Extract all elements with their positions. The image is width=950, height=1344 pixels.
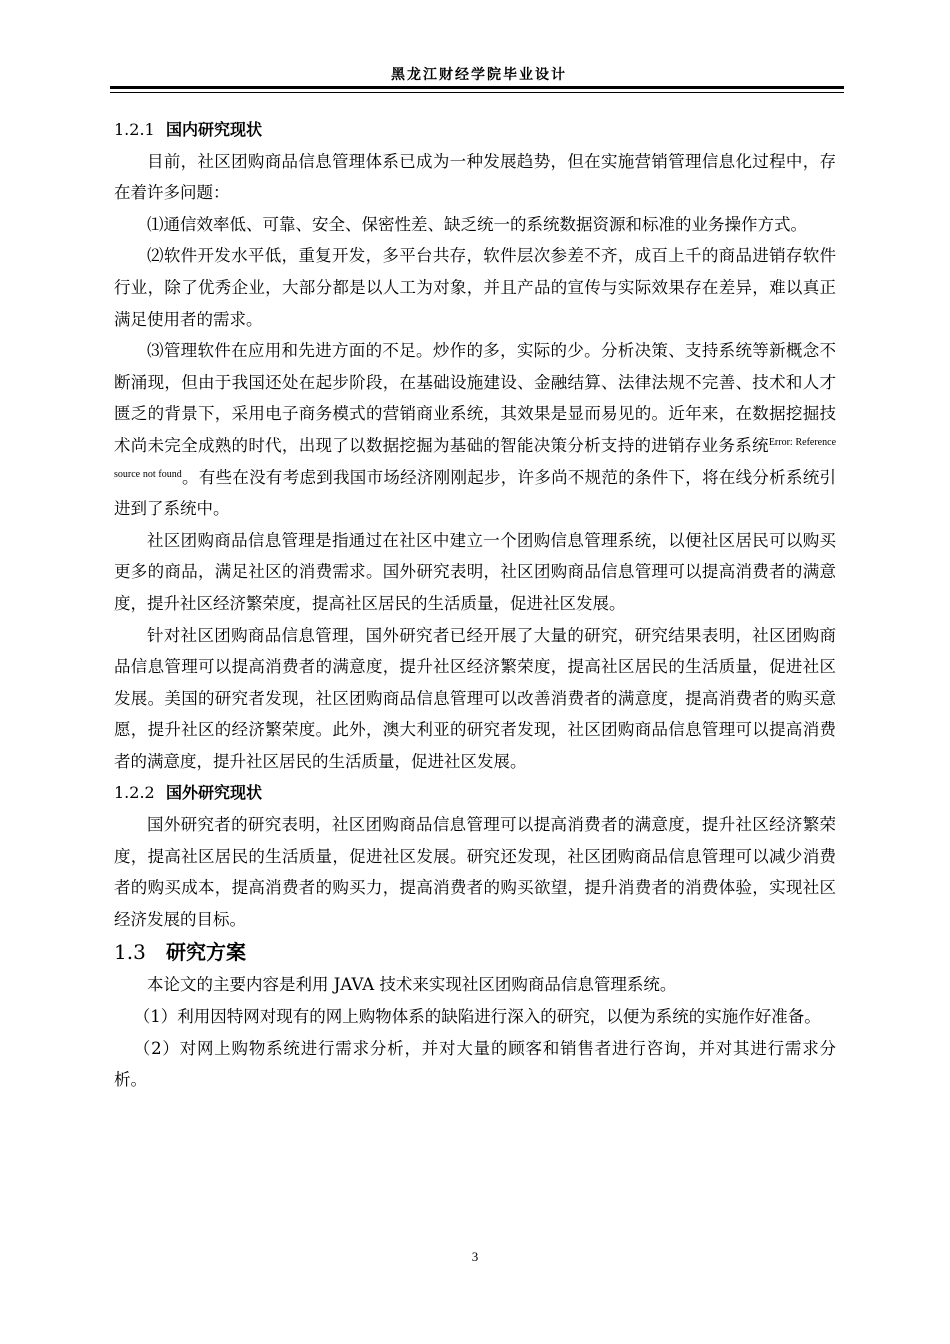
paragraph: 国外研究者的研究表明，社区团购商品信息管理可以提高消费者的满意度，提升社区经济繁荣度，提高社区居民的生活质量，促进社区发展。研究还发现，社区团购商品信息管理可以减少消费者的购买成本，提高消费者的购买力，提高消费者的购买欲望，提升消费者的消费体验，实现社区经济发展的目标。 <box>114 815 836 929</box>
section-title: 研究方案 <box>166 940 246 965</box>
section-number: 1.2.2 <box>114 783 155 803</box>
section-heading-1-3 <box>114 935 836 969</box>
paragraph: 针对社区团购商品信息管理，国外研究者已经开展了大量的研究，研究结果表明，社区团购商品信息管理可以提高消费者的满意度，提升社区经济繁荣度，提高社区居民的生活质量，促进社区发展。美国的研究者发现，社区团购商品信息管理可以改善消费者的满意度，提高消费者的购买意愿，提升社区的经济繁荣度。此外，澳大利亚的研究者发现，社区团购商品信息管理可以提高消费者的满意度，提升社区居民的生活质量，促进社区发展。 <box>114 625 836 771</box>
header-rule-thin <box>110 92 844 93</box>
section-heading-1-2-2 <box>114 777 836 809</box>
paragraph-text: 。有些在没有考虑到我国市场经济刚刚起步，许多尚不规范的条件下，将在线分析系统引进到了系统中。 <box>114 467 836 519</box>
reference-error: Error: Reference source not found <box>114 436 837 480</box>
document-body <box>114 114 836 1096</box>
paragraph <box>114 335 836 525</box>
paragraph-text: ⑶管理软件在应用和先进方面的不足。炒作的多，实际的少。分析决策、支持系统等新概念不断涌现，但由于我国还处在起步阶段，在基础设施建设、金融结算、法律法规不完善、技术和人才匮乏的背景下，采用电子商务模式的营销商业系统，其效果是显而易见的。近年来，在数据挖掘技术尚未完全成熟的时代，出现了以数据挖掘为基础的智能决策分析支持的进销存业务系统 <box>114 341 836 455</box>
page-header-title: 黑龙江财经学院毕业设计 <box>391 67 567 83</box>
paragraph: （2）对网上购物系统进行需求分析，并对大量的顾客和销售者进行咨询，并对其进行需求分析。 <box>114 1038 836 1090</box>
section-number: 1.3 <box>114 940 146 965</box>
section-number: 1.2.1 <box>114 120 155 139</box>
section-title: 国内研究现状 <box>166 120 263 139</box>
paragraph: ⑵软件开发水平低，重复开发，多平台共存，软件层次参差不齐，成百上千的商品进销存软件行业，除了优秀企业，大部分都是以人工为对象，并且产品的宣传与实际效果存在差异，难以真正满足使用者的需求。 <box>114 246 836 329</box>
paragraph: ⑴通信效率低、可靠、安全、保密性差、缺乏统一的系统数据资源和标准的业务操作方式。 <box>147 214 807 234</box>
paragraph: 社区团购商品信息管理是指通过在社区中建立一个团购信息管理系统，以便社区居民可以购买更多的商品，满足社区的消费需求。国外研究表明，社区团购商品信息管理可以提高消费者的满意度，提升社区经济繁荣度，提高社区居民的生活质量，促进社区发展。 <box>114 530 836 613</box>
paragraph: 目前，社区团购商品信息管理体系已成为一种发展趋势，但在实施营销管理信息化过程中，存在着许多问题： <box>114 151 836 203</box>
section-title: 国外研究现状 <box>166 783 263 803</box>
section-heading-1-2-1 <box>114 114 836 146</box>
paragraph: （1）利用因特网对现有的网上购物体系的缺陷进行深入的研究，以便为系统的实施作好准备。 <box>133 1007 821 1027</box>
page-number: 3 <box>471 1249 479 1264</box>
header-rule-thick <box>110 86 844 89</box>
paragraph: 本论文的主要内容是利用 JAVA 技术来实现社区团购商品信息管理系统。 <box>147 975 677 995</box>
